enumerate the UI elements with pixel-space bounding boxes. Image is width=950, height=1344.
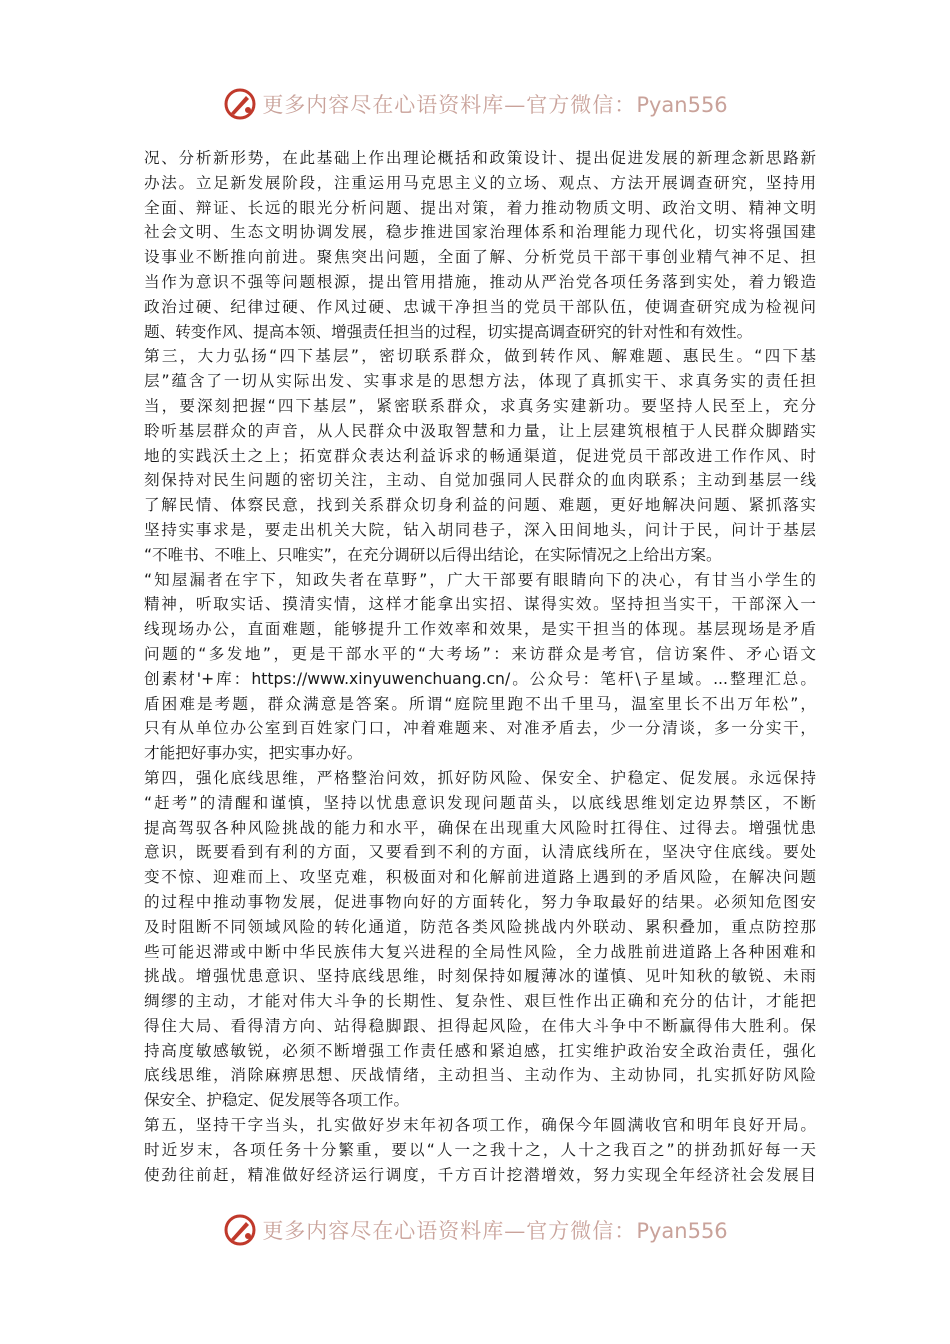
text-line: 第四，强化底线思维，严格整治问效，抓好防风险、保安全、护稳定、促发展。永远保持	[144, 768, 816, 787]
text-line: 的过程中推动事物发展，促进事物向好的方面转化，努力争取最好的结果。必须知危图安	[144, 892, 816, 911]
text-line: “不唯书、不唯上、只唯实”，在充分调研以后得出结论，在实际情况之上给出方案。	[144, 545, 722, 564]
text-line: 使劲往前赶，精准做好经济运行调度，千方百计挖潜增效，努力实现全年经济社会发展目	[144, 1165, 816, 1184]
text-line: 层”蕴含了一切从实际出发、实事求是的思想方法，体现了真抓实干、求真务实的责任担	[144, 372, 816, 391]
text-line: “赶考”的清醒和谨慎，坚持以忧患意识发现问题苗头，以底线思维划定边界禁区，不断	[144, 793, 816, 812]
text-line: 底线思维，消除麻痹思想、厌战情绪，主动担当、主动作为、主动协同，扎实抓好防风险	[144, 1066, 816, 1085]
text-line: 第五，坚持干字当头，扎实做好岁末年初各项工作，确保今年圆满收官和明年良好开局。	[144, 1116, 816, 1135]
text-line: 政治过硬、纪律过硬、作风过硬、忠诚干净担当的党员干部队伍，使调查研究成为检视问	[144, 297, 816, 316]
text-line: 创素材'+库：https://www.xinyuwenchuang.cn/。公众号：笔杆\子星域。...整理汇总。	[144, 669, 816, 688]
text-line: “知屋漏者在宇下，知政失者在草野”，广大干部要有眼睛向下的决心，有甘当小学生的	[144, 570, 816, 589]
text-line: 保安全、护稳定、促发展等各项工作。	[144, 1091, 410, 1110]
footer-watermark-banner	[0, 1210, 950, 1250]
text-line: 题、转变作风、提高本领、增强责任担当的过程，切实提高调查研究的针对性和有效性。	[144, 322, 753, 341]
text-line: 绸缪的主动，才能对伟大斗争的长期性、复杂性、艰巨性作出正确和充分的估计，才能把	[144, 992, 816, 1011]
text-line: 地的实践沃土之上；拓宽群众表达利益诉求的畅通渠道，促进党员干部改进工作作风、时	[144, 446, 816, 465]
text-line: 当作为意识不强等问题根源，提出管用措施，推动从严治党各项任务落到实处，着力锻造	[144, 272, 816, 291]
text-line: 当，要深刻把握“四下基层”，紧密联系群众，求真务实建新功。要坚持人民至上，充分	[144, 396, 816, 415]
brush-logo-icon	[222, 1212, 258, 1248]
document-body	[144, 146, 816, 1187]
text-line: 只有从单位办公室到百姓家门口，冲着难题来、对准矛盾去，少一分清谈，多一分实干，	[144, 719, 816, 738]
text-line: 第三，大力弘扬“四下基层”，密切联系群众，做到转作风、解难题、惠民生。“四下基	[144, 347, 816, 366]
banner-text: 更多内容尽在心语资料库—官方微信：Pyan556	[262, 1219, 728, 1243]
banner-text: 更多内容尽在心语资料库—官方微信：Pyan556	[262, 93, 728, 117]
text-line: 提高驾驭各种风险挑战的能力和水平，确保在出现重大风险时扛得住、过得去。增强忧患	[144, 818, 816, 837]
text-line: 聆听基层群众的声音，从人民群众中汲取智慧和力量，让上层建筑根植于人民群众脚踏实	[144, 421, 816, 440]
text-line: 持高度敏感敏锐，必须不断增强工作责任感和紧迫感，扛实维护政治安全政治责任，强化	[144, 1041, 816, 1060]
brush-logo-icon	[222, 86, 258, 122]
text-line: 了解民情、体察民意，找到关系群众切身利益的问题、难题，更好地解决问题、紧抓落实	[144, 496, 816, 515]
text-line: 意识，既要看到有利的方面，又要看到不利的方面，认清底线所在，坚决守住底线。要处	[144, 843, 816, 862]
text-line: 些可能迟滞或中断中华民族伟大复兴进程的全局性风险，全力战胜前进道路上各种困难和	[144, 942, 816, 961]
text-line: 才能把好事办实，把实事办好。	[144, 744, 363, 763]
text-line: 变不惊、迎难而上、攻坚克难，积极面对和化解前进道路上遇到的矛盾风险，在解决问题	[144, 868, 816, 887]
header-watermark-banner	[0, 84, 950, 124]
text-line: 全面、辩证、长远的眼光分析问题、提出对策，着力推动物质文明、政治文明、精神文明	[144, 198, 816, 217]
text-line: 精神，听取实话、摸清实情，这样才能拿出实招、谋得实效。坚持担当实干，干部深入一	[144, 595, 816, 614]
text-line: 坚持实事求是，要走出机关大院，钻入胡同巷子，深入田间地头，问计于民，问计于基层	[144, 520, 816, 539]
text-line: 及时阻断不同领域风险的转化通道，防范各类风险挑战内外联动、累积叠加，重点防控那	[144, 917, 816, 936]
text-line: 时近岁末，各项任务十分繁重，要以“人一之我十之，人十之我百之”的拼劲抓好每一天	[144, 1140, 816, 1159]
text-line: 线现场办公，直面难题，能够提升工作效率和效果，是实干担当的体现。基层现场是矛盾	[144, 620, 816, 639]
text-line: 刻保持对民生问题的密切关注，主动、自觉加强同人民群众的血肉联系；主动到基层一线	[144, 471, 816, 490]
text-line: 问题的“多发地”，更是干部水平的“大考场”：来访群众是考官，信访案件、矛心语文	[144, 644, 816, 663]
text-line: 办法。立足新发展阶段，注重运用马克思主义的立场、观点、方法开展调查研究，坚持用	[144, 173, 816, 192]
text-line: 挑战。增强忧患意识、坚持底线思维，时刻保持如履薄冰的谨慎、见叶知秋的敏锐、未雨	[144, 967, 816, 986]
text-line: 设事业不断推向前进。聚焦突出问题，全面了解、分析党员干部干事创业精气神不足、担	[144, 248, 816, 267]
text-line: 社会文明、生态文明协调发展，稳步推进国家治理体系和治理能力现代化，切实将强国建	[144, 223, 816, 242]
text-line: 况、分析新形势，在此基础上作出理论概括和政策设计、提出促进发展的新理念新思路新	[144, 149, 816, 167]
text-line: 盾困难是考题，群众满意是答案。所谓“庭院里跑不出千里马，温室里长不出万年松”，	[144, 694, 816, 713]
text-line: 得住大局、看得清方向、站得稳脚跟、担得起风险，在伟大斗争中不断赢得伟大胜利。保	[144, 1016, 816, 1035]
